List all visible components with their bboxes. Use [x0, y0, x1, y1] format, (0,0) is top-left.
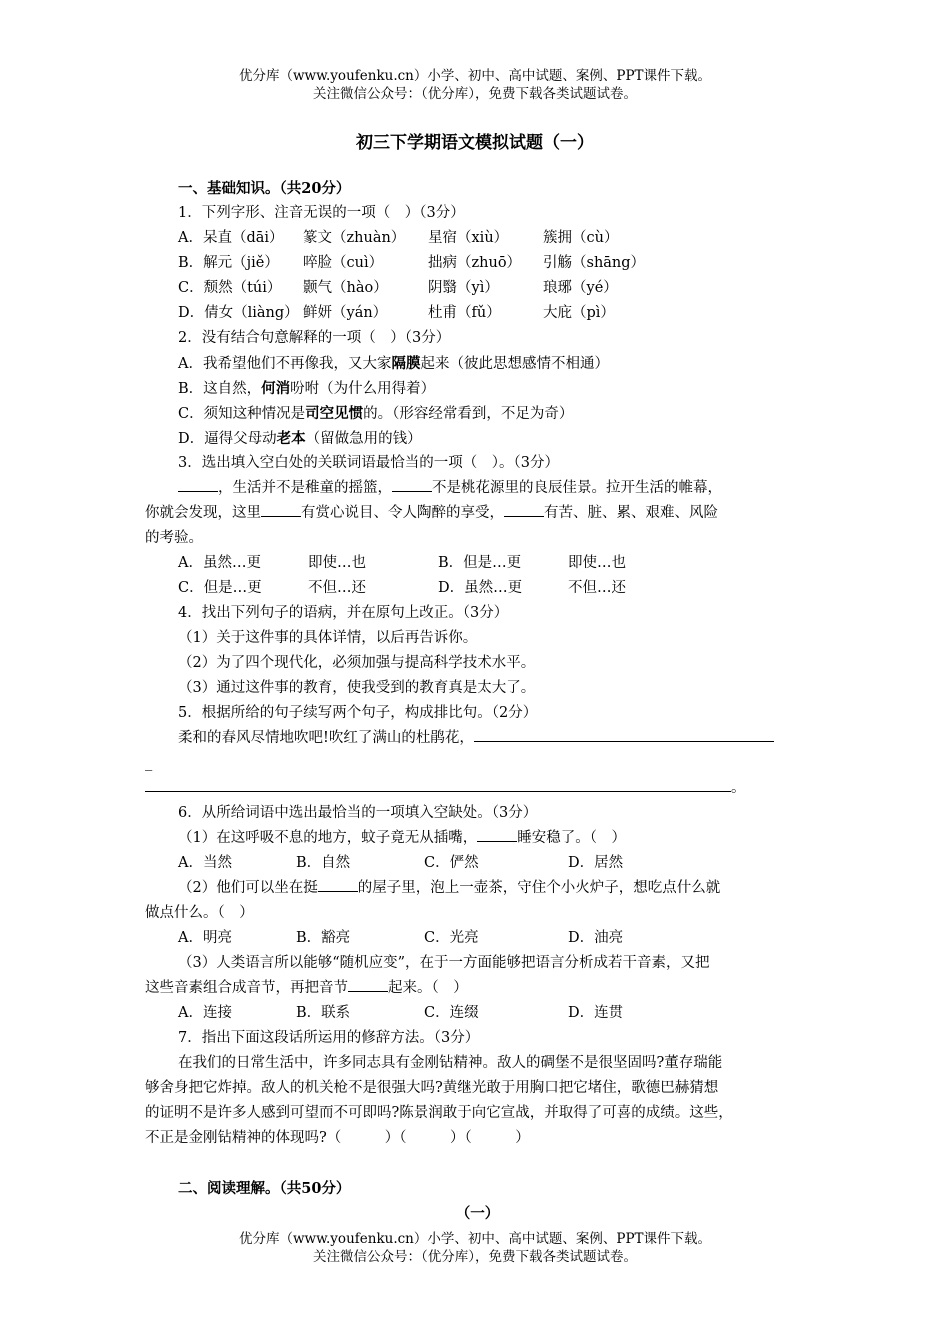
q2-option-d: D．逼得父母动老本（留做急用的钱） — [178, 430, 422, 447]
q6-s3-options: A．连接 B．联系 C．连缀 D．连贯 — [178, 1005, 624, 1021]
q5-stem: 5．根据所给的句子续写两个句子，构成排比句。（2分） — [178, 705, 538, 721]
q6-s3-line1: （3）人类语言所以能够“随机应变”，在于一方面能够把语言分析成若干音素，又把 — [178, 955, 710, 971]
header-line-2: 关注微信公众号：（优分库），免费下载各类试题试卷。 — [313, 86, 637, 102]
q1-option-c: C．颓然（túi） 颢气（hào） 阴翳（yì） 琅琊（yé） — [178, 280, 618, 296]
q4-item-3: （3）通过这件事的教育，使我受到的教育真是太大了。 — [178, 680, 536, 696]
q7-stem: 7．指出下面这段话所运用的修辞方法。（3分） — [178, 1030, 480, 1046]
q2-option-c: C．须知这种情况是司空见惯的。（形容经常看到，不足为奇） — [178, 405, 574, 422]
q5-answer-line: 。 — [145, 776, 810, 801]
q2-option-a: A．我希望他们不再像我，又大家隔膜起来（彼此思想感情不相通） — [178, 355, 609, 372]
header-line-1: 优分库（www.youfenku.cn）小学、初中、高中试题、案例、PPT课件下载。 — [238, 68, 712, 84]
q4-item-2: （2）为了四个现代化，必须加强与提高科学技术水平。 — [178, 655, 536, 671]
q6-s1: （1）在这呼吸不息的地方，蚊子竟无从插嘴， 睡安稳了。（ ） — [145, 826, 810, 851]
exam-body — [145, 176, 810, 1226]
q1-option-b: B．解元（jiě） 啐脸（cuì） 拙病（zhuō） 引觞（shāng） — [178, 255, 646, 271]
q7-line-3: 的证明不是许多人感到可望而不可即吗?陈景润敢于向它宣战，并取得了可喜的成绩。这些， — [145, 1105, 733, 1121]
q2-stem: 2．没有结合句意解释的一项（ ）（3分） — [178, 330, 451, 346]
q5-prompt: 柔和的春风尽情地吹吧!吹红了满山的杜鹃花， — [145, 726, 810, 751]
q6-s3-line2: 这些音素组合成音节，再把音节 起来。（ ） — [145, 976, 810, 1001]
q7-line-4: 不正是金刚钻精神的体现吗?（ ）（ ）（ ） — [145, 1130, 530, 1146]
q2-option-b: B．这自然，何消吩咐（为什么用得着） — [178, 380, 436, 397]
footer-line-2: 关注微信公众号：（优分库），免费下载各类试题试卷。 — [313, 1249, 637, 1265]
q3-passage-line3: 的考验。 — [145, 530, 203, 546]
q7-line-2: 够舍身把它炸掉。敌人的机关枪不是很强大吗?黄继光敢于用胸口把它堵住，歌德巴赫猜想 — [145, 1080, 719, 1096]
q7-line-1: 在我们的日常生活中，许多同志具有金刚钻精神。敌人的碉堡不是很坚固吗?董存瑞能 — [178, 1055, 723, 1071]
section2-sub: （一） — [455, 1205, 500, 1222]
q3-stem: 3．选出填入空白处的关联词语最恰当的一项（ ）。（3分） — [178, 455, 559, 471]
q1-option-d: D．倩女（liàng） 鲜妍（yán） 杜甫（fǔ） 大庇（pì） — [178, 305, 615, 321]
q5-dash: _ — [145, 755, 153, 771]
q6-s2: （2）他们可以坐在挺 的屋子里，泡上一壶茶，守住个小火炉子，想吃点什么就 — [145, 876, 810, 901]
section1-heading: 一、基础知识。（共20分） — [178, 180, 351, 197]
q3-passage-line2: 你就会发现，这里 有赏心说目、令人陶醉的享受， 有苦、脏、累、艰难、风险 — [145, 501, 810, 526]
q6-stem: 6．从所给词语中选出最恰当的一项填入空缺处。（3分） — [178, 805, 538, 821]
q6-s2-options: A．明亮 B．豁亮 C．光亮 D．油亮 — [178, 930, 624, 946]
q4-item-1: （1）关于这件事的具体详情，以后再告诉你。 — [178, 630, 478, 646]
q6-s2-cont: 做点什么。（ ） — [145, 905, 254, 921]
q3-options-row1: A．虽然…更 即使…也 B．但是…更 即使…也 — [178, 555, 626, 571]
q3-options-row2: C．但是…更 不但…还 D．虽然…更 不但…还 — [178, 580, 626, 596]
q4-stem: 4．找出下列句子的语病，并在原句上改正。（3分） — [178, 605, 509, 621]
page-title: 初三下学期语文模拟试题（一） — [356, 133, 594, 153]
q1-option-a: A．呆直（dāi） 篆文（zhuàn） 星宿（xiù） 簇拥（cù） — [178, 230, 619, 246]
footer-line-1: 优分库（www.youfenku.cn）小学、初中、高中试题、案例、PPT课件下载。 — [238, 1231, 712, 1247]
q1-stem: 1．下列字形、注音无误的一项（ ）（3分） — [178, 205, 465, 221]
section2-heading: 二、阅读理解。（共50分） — [178, 1180, 351, 1197]
q6-s1-options: A．当然 B．自然 C．俨然 D．居然 — [178, 855, 624, 871]
q3-passage-line1: ，生活并不是稚童的摇篮， 不是桃花源里的良辰佳景。拉开生活的帷幕， — [145, 476, 810, 501]
